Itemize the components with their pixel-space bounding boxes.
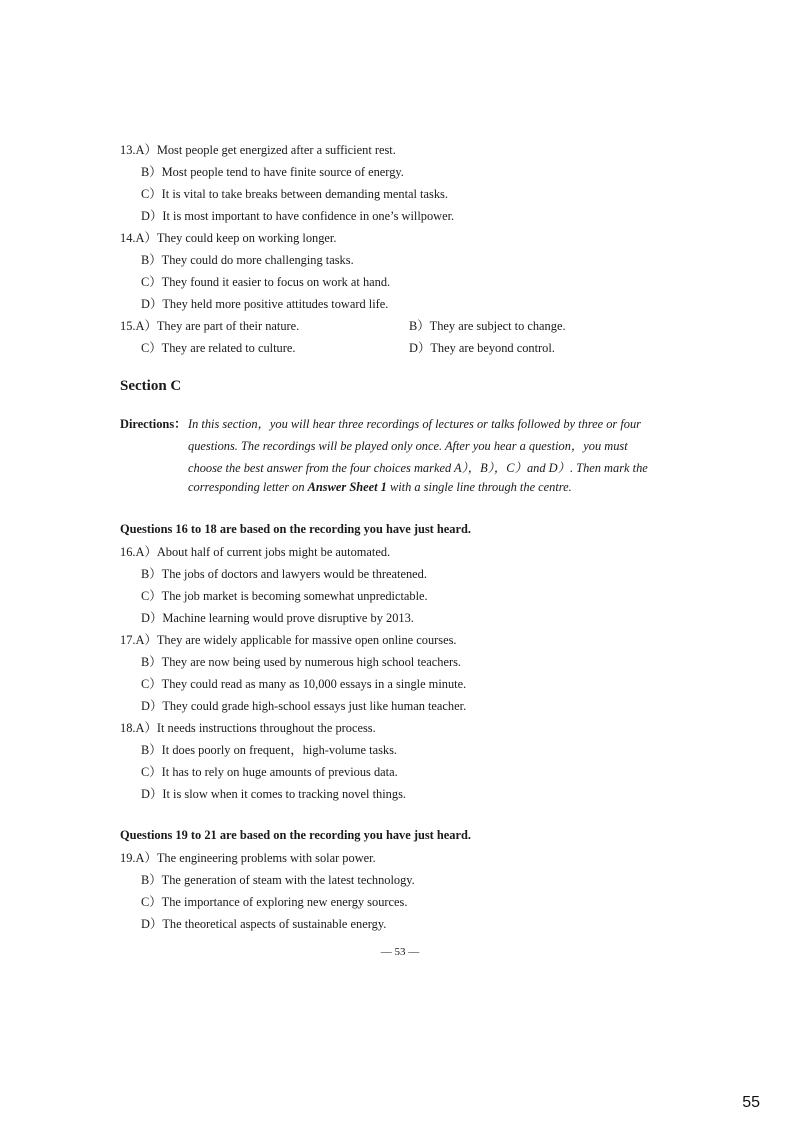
- option-a: A）The engineering problems with solar power.: [135, 851, 376, 865]
- option-c: C）The job market is becoming somewhat unpredictable.: [141, 589, 428, 603]
- option-b: B）They could do more challenging tasks.: [141, 253, 354, 267]
- option-a: A）They could keep on working longer.: [135, 231, 337, 245]
- option-b: B）Most people tend to have finite source of energy.: [141, 165, 404, 179]
- question-19: [120, 850, 376, 866]
- directions-line: In this section，you will hear three recordings of lectures or talks followed by three or four: [188, 417, 642, 431]
- answer-sheet-ref: Answer Sheet 1: [307, 480, 387, 494]
- option-d: D）They are beyond control.: [409, 341, 555, 355]
- option-b: B）The generation of steam with the latest technology.: [141, 873, 415, 887]
- option-d: D）Machine learning would prove disruptive by 2013.: [141, 611, 414, 625]
- question-number: 18.: [120, 721, 136, 735]
- question-13: [120, 142, 396, 158]
- option-a: A）Most people get energized after a sufficient rest.: [135, 143, 396, 157]
- sheet-number: 55: [742, 1094, 760, 1111]
- page-folio: — 53 —: [380, 946, 420, 958]
- option-a: A）They are part of their nature.: [135, 319, 300, 333]
- option-a: A）About half of current jobs might be automated.: [135, 545, 391, 559]
- directions-line: [188, 480, 572, 495]
- directions-label: Directions：: [120, 417, 187, 431]
- option-c: C）It has to rely on huge amounts of previous data.: [141, 765, 398, 779]
- directions-text: corresponding letter on: [188, 480, 308, 494]
- option-d: D）It is slow when it comes to tracking novel things.: [141, 787, 406, 801]
- option-d: D）They could grade high-school essays just like human teacher.: [141, 699, 467, 713]
- question-number: 17.: [120, 633, 136, 647]
- question-14: [120, 230, 336, 246]
- directions-line: questions. The recordings will be played only once. After you hear a question，you must: [188, 439, 628, 453]
- option-b: B）The jobs of doctors and lawyers would be threatened.: [141, 567, 427, 581]
- section-title: Section C: [120, 378, 182, 394]
- option-c: C）They are related to culture.: [141, 341, 296, 355]
- option-c: C）The importance of exploring new energy sources.: [141, 895, 408, 909]
- question-16: [120, 544, 390, 560]
- question-number: 16.: [120, 545, 136, 559]
- question-number: 14.: [120, 231, 136, 245]
- question-15: [120, 318, 299, 334]
- option-b: B）It does poorly on frequent，high-volume tasks.: [141, 743, 398, 757]
- option-c: C）They found it easier to focus on work at hand.: [141, 275, 391, 289]
- directions-line: choose the best answer from the four choices marked A），B），C）and D）. Then mark the: [188, 461, 648, 475]
- option-d: D）They held more positive attitudes toward life.: [141, 297, 389, 311]
- option-c: C）They could read as many as 10,000 essays in a single minute.: [141, 677, 467, 691]
- option-d: D）The theoretical aspects of sustainable energy.: [141, 917, 387, 931]
- question-18: [120, 720, 376, 736]
- option-d: D）It is most important to have confidence in one’s willpower.: [141, 209, 455, 223]
- question-number: 15.: [120, 319, 136, 333]
- directions-text: with a single line through the centre.: [386, 480, 572, 494]
- question-group-heading: Questions 16 to 18 are based on the recording you have just heard.: [120, 522, 471, 536]
- option-c: C）It is vital to take breaks between demanding mental tasks.: [141, 187, 448, 201]
- question-17: [120, 632, 457, 648]
- option-b: B）They are subject to change.: [409, 319, 566, 333]
- question-number: 13.: [120, 143, 136, 157]
- question-group-heading: Questions 19 to 21 are based on the recording you have just heard.: [120, 828, 471, 842]
- option-b: B）They are now being used by numerous high school teachers.: [141, 655, 462, 669]
- question-number: 19.: [120, 851, 136, 865]
- option-a: A）They are widely applicable for massive open online courses.: [135, 633, 457, 647]
- option-a: A）It needs instructions throughout the process.: [135, 721, 376, 735]
